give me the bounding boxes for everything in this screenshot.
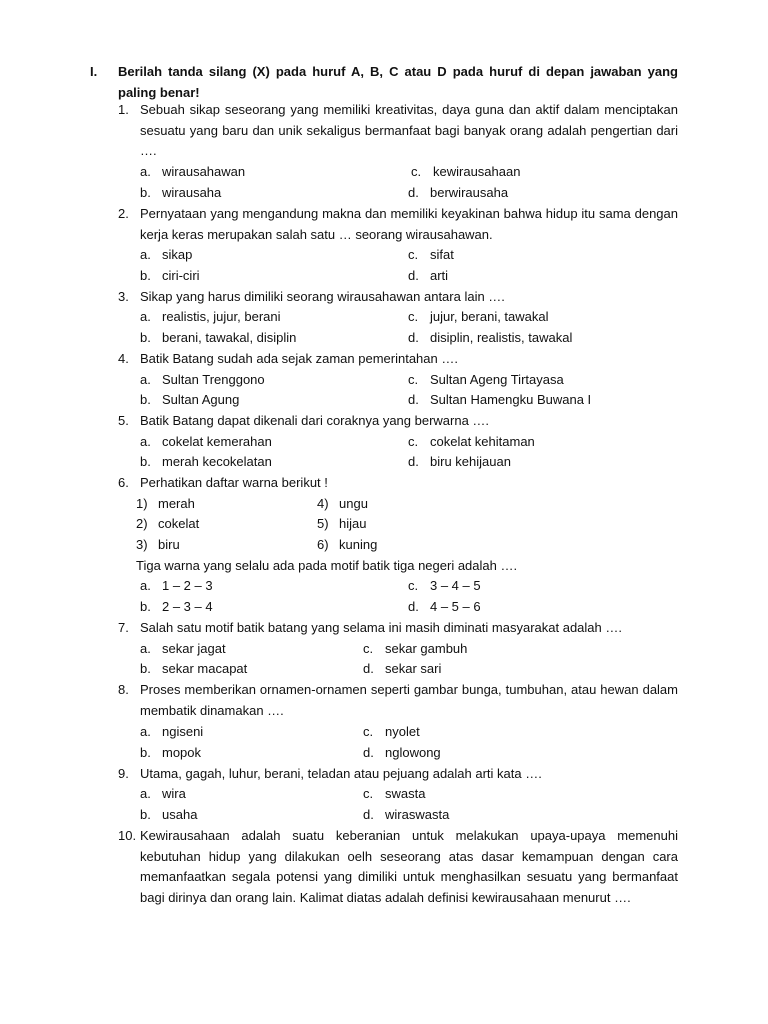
question-number: 5. [118,413,129,428]
option-d [363,743,441,764]
option-letter: d. [408,185,419,200]
list-number: 2) [136,516,148,531]
question-followup: Tiga warna yang selalu ada pada motif batik tiga negeri adalah …. [136,558,518,573]
question-number: 4. [118,351,129,366]
option-text: wirausaha [162,185,222,200]
list-text: cokelat [158,516,200,531]
question-text: Proses memberikan ornamen-ornamen seperti gambar bunga, tumbuhan, atau hewan dalam membatik dinamakan …. [140,682,678,718]
question-4 [118,349,678,370]
option-b [140,266,200,287]
option-text: arti [430,268,449,283]
question-number: 10. [118,828,137,843]
option-d [363,805,449,826]
question-text: Sebuah sikap seseorang yang memiliki kreativitas, daya guna dan aktif dalam menciptakan sesuatu yang baru dan unik sekaligus bermanfaat bagi banyak orang adalah pengertian dari …. [140,102,678,159]
option-a [140,722,203,743]
question-text: Perhatikan daftar warna berikut ! [140,475,328,490]
option-letter: a. [140,434,151,449]
question-8 [118,680,678,721]
option-text: 1 – 2 – 3 [162,578,213,593]
option-text: mopok [162,745,202,760]
option-text: nyolet [385,724,420,739]
list-item-6 [317,535,377,556]
question-text: Salah satu motif batik batang yang selama ini masih diminati masyarakat adalah …. [140,620,622,635]
option-letter: d. [408,268,419,283]
instruction-line-1: Berilah tanda silang (X) pada huruf A, B, C atau D pada huruf di depan jawaban yang [118,64,678,79]
option-letter: d. [363,661,374,676]
option-letter: c. [408,434,419,449]
question-text: Utama, gagah, luhur, berani, teladan atau pejuang adalah arti kata …. [140,766,542,781]
option-letter: d. [363,807,374,822]
list-item-3 [136,535,180,556]
option-letter: c. [363,724,374,739]
option-text: 2 – 3 – 4 [162,599,213,614]
list-number: 6) [317,537,329,552]
question-text: Batik Batang sudah ada sejak zaman pemerintahan …. [140,351,458,366]
question-5 [118,411,678,432]
option-text: sikap [162,247,193,262]
option-text: ciri-ciri [162,268,200,283]
option-d [408,183,508,204]
question-text: Batik Batang dapat dikenali dari coraknya yang berwarna …. [140,413,490,428]
option-c [408,307,549,328]
option-text: sifat [430,247,454,262]
option-d [408,390,591,411]
option-letter: d. [363,745,374,760]
list-number: 4) [317,496,329,511]
list-text: kuning [339,537,378,552]
question-number: 6. [118,475,129,490]
option-letter: d. [408,330,419,345]
option-letter: c. [411,164,422,179]
list-text: biru [158,537,180,552]
option-text: sekar jagat [162,641,226,656]
option-c [408,432,535,453]
option-b [140,805,197,826]
option-a [140,432,272,453]
question-number: 1. [118,102,129,117]
option-letter: d. [408,599,419,614]
option-d [408,597,481,618]
list-number: 5) [317,516,329,531]
option-letter: d. [408,454,419,469]
list-number: 3) [136,537,148,552]
option-c [363,639,467,660]
question-number: 7. [118,620,129,635]
option-letter: b. [140,185,151,200]
option-letter: c. [408,372,419,387]
option-d [408,452,511,473]
question-text: Kewirausahaan adalah suatu keberanian untuk melakukan upaya-upaya memenuhi kebutuhan hidup yang dilakukan oelh seseorang atas dasar kemampuan dengan cara memanfaatkan segala potensi yang dimiliki untuk menghasilkan sesuatu yang bermanfaat bagi dirinya dan orang lain. Kalimat diatas adalah definisi kewirausahaan menurut …. [140,828,678,906]
question-1 [118,100,678,162]
option-letter: b. [140,745,151,760]
option-text: Sultan Agung [162,392,240,407]
option-letter: a. [140,641,151,656]
question-7 [118,618,678,639]
option-b [140,597,213,618]
option-text: merah kecokelatan [162,454,272,469]
option-text: Sultan Ageng Tirtayasa [430,372,564,387]
option-b [140,743,201,764]
option-letter: b. [140,454,151,469]
option-text: nglowong [385,745,441,760]
question-number: 3. [118,289,129,304]
list-item-5 [317,514,366,535]
option-c [408,576,481,597]
option-text: berwirausaha [430,185,509,200]
list-text: merah [158,496,195,511]
option-text: 3 – 4 – 5 [430,578,481,593]
option-text: Sultan Trenggono [162,372,265,387]
option-letter: a. [140,164,151,179]
option-c [411,162,520,183]
option-b [140,659,247,680]
option-text: cokelat kemerahan [162,434,272,449]
option-text: wirausahawan [162,164,246,179]
option-letter: b. [140,661,151,676]
list-item-2 [136,514,199,535]
option-text: swasta [385,786,426,801]
option-d [408,328,572,349]
option-c [363,784,425,805]
option-d [363,659,441,680]
option-text: usaha [162,807,198,822]
option-a [140,245,192,266]
option-text: ngiseni [162,724,204,739]
option-text: realistis, jujur, berani [162,309,281,324]
question-9 [118,764,678,785]
option-c [408,245,454,266]
option-letter: a. [140,786,151,801]
option-letter: c. [363,786,374,801]
question-number: 2. [118,206,129,221]
option-b [140,183,221,204]
question-3 [118,287,678,308]
list-text: ungu [339,496,368,511]
option-letter: a. [140,724,151,739]
instruction [118,61,678,103]
option-a [140,370,265,391]
option-b [140,390,239,411]
option-letter: c. [408,247,419,262]
option-text: berani, tawakal, disiplin [162,330,297,345]
option-text: sekar macapat [162,661,248,676]
option-c [408,370,564,391]
list-item-1 [136,494,195,515]
option-letter: c. [363,641,374,656]
option-text: sekar gambuh [385,641,468,656]
question-10 [118,826,678,909]
option-text: 4 – 5 – 6 [430,599,481,614]
option-letter: c. [408,578,419,593]
option-text: disiplin, realistis, tawakal [430,330,573,345]
option-text: wira [162,786,186,801]
question-text: Sikap yang harus dimiliki seorang wirausahawan antara lain …. [140,289,505,304]
section-number: I. [90,64,98,79]
option-letter: d. [408,392,419,407]
option-letter: b. [140,268,151,283]
list-number: 1) [136,496,148,511]
option-letter: b. [140,599,151,614]
option-a [140,576,213,597]
instruction-line-2: paling benar! [118,85,200,100]
option-letter: b. [140,392,151,407]
list-item-4 [317,494,368,515]
option-text: jujur, berani, tawakal [430,309,549,324]
list-text: hijau [339,516,367,531]
option-b [140,452,272,473]
option-b [140,328,296,349]
option-text: wiraswasta [385,807,450,822]
question-number: 9. [118,766,129,781]
option-a [140,784,186,805]
option-letter: b. [140,807,151,822]
option-text: kewirausahaan [433,164,521,179]
option-text: cokelat kehitaman [430,434,535,449]
option-text: sekar sari [385,661,442,676]
option-letter: a. [140,309,151,324]
option-letter: b. [140,330,151,345]
option-c [363,722,420,743]
option-letter: c. [408,309,419,324]
question-text: Pernyataan yang mengandung makna dan memiliki keyakinan bahwa hidup itu sama dengan kerja keras merupakan salah satu … seorang wirausahawan. [140,206,678,242]
option-d [408,266,448,287]
question-6 [118,473,678,494]
option-a [140,162,245,183]
option-a [140,307,281,328]
question-number: 8. [118,682,129,697]
option-letter: a. [140,372,151,387]
option-a [140,639,226,660]
option-letter: a. [140,578,151,593]
option-text: Sultan Hamengku Buwana I [430,392,592,407]
question-2 [118,204,678,245]
option-text: biru kehijauan [430,454,511,469]
option-letter: a. [140,247,151,262]
